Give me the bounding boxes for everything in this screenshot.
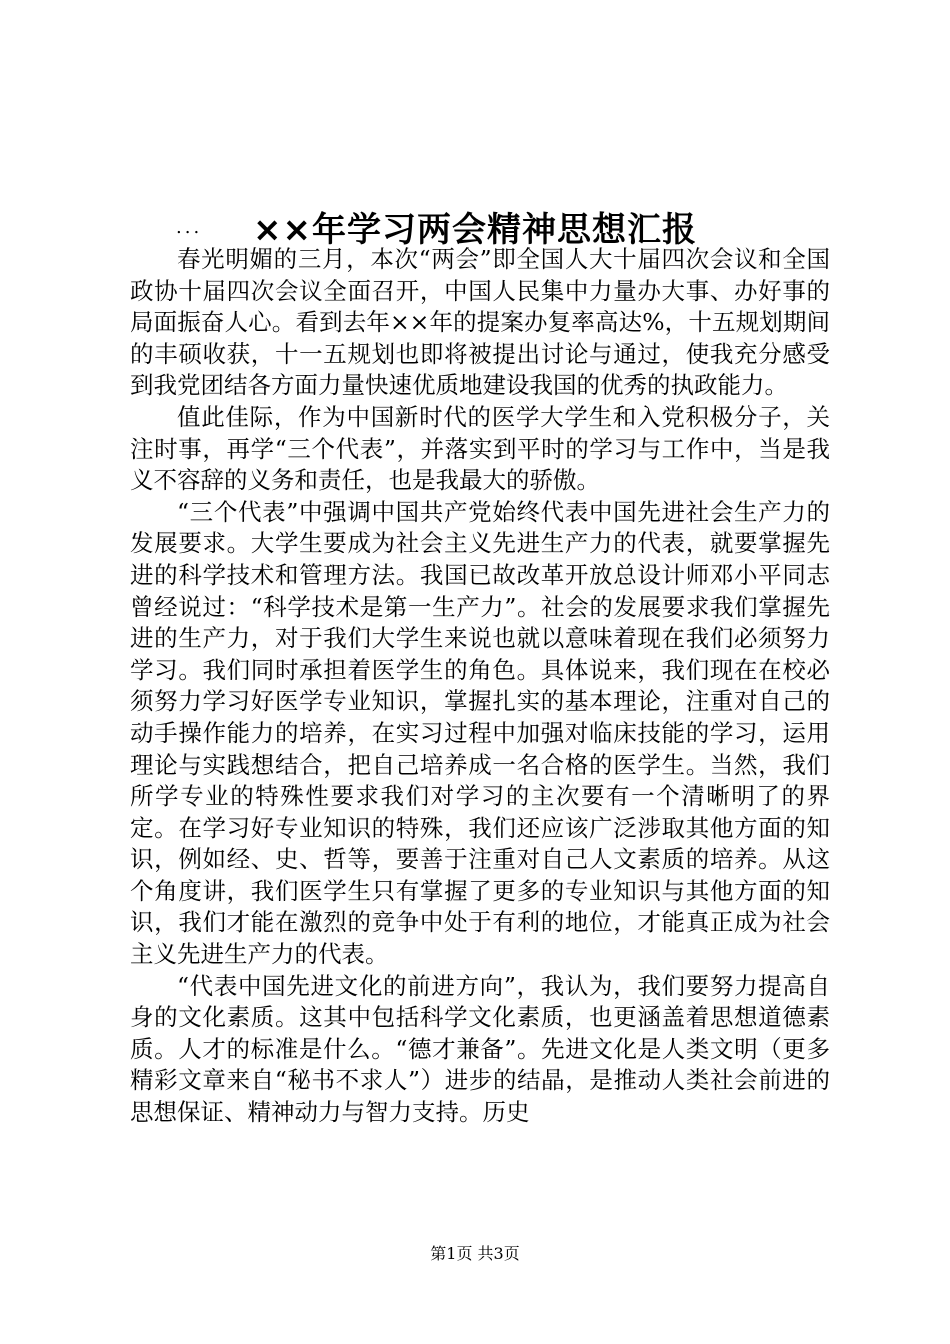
page-footer: 第1页 共3页 <box>430 1244 520 1263</box>
document-body <box>130 244 830 1129</box>
document-title: ××年学习两会精神思想汇报 <box>253 209 697 250</box>
paragraph-4: “代表中国先进文化的前进方向”，我认为，我们要努力提高自身的文化素质。这其中包括科学文化素质，也更涵盖着思想道德素质。人才的标准是什么。“德才兼备”。先进文化是人类文明（更多精彩文章来自“秘书不求人”）进步的结晶，是推动人类社会前进的思想保证、精神动力与智力支持。历史 <box>130 971 830 1127</box>
paragraph-3: “三个代表”中强调中国共产党始终代表中国先进社会生产力的发展要求。大学生要成为社会主义先进生产力的代表，就要掌握先进的科学技术和管理方法。我国已故改革开放总设计师邓小平同志曾经说过：“科学技术是第一生产力”。社会的发展要求我们掌握先进的生产力，对于我们大学生来说也就以意味着现在我们必须努力学习。我们同时承担着医学生的角色。具体说来，我们现在在校必须努力学习好医学专业知识，掌握扎实的基本理论，注重对自己的动手操作能力的培养，在实习过程中加强对临床技能的学习，运用理论与实践想结合，把自己培养成一名合格的医学生。当然，我们所学专业的特殊性要求我们对学习的主次要有一个清晰明了的界定。在学习好专业知识的特殊，我们还应该广泛涉取其他方面的知识，例如经、史、哲等，要善于注重对自己人文素质的培养。从这个角度讲，我们医学生只有掌握了更多的专业知识与其他方面的知识，我们才能在激烈的竞争中处于有利的地位，才能真正成为社会主义先进生产力的代表。 <box>130 497 830 969</box>
ellipsis-marker: ... <box>176 217 203 238</box>
paragraph-2: 值此佳际，作为中国新时代的医学大学生和入党积极分子，关注时事，再学“三个代表”，并落实到平时的学习与工作中，当是我义不容辞的义务和责任，也是我最大的骄傲。 <box>130 402 830 495</box>
paragraph-1: 春光明媚的三月，本次“两会”即全国人大十届四次会议和全国政协十届四次会议全面召开，中国人民集中力量办大事、办好事的局面振奋人心。看到去年××年的提案办复率高达%，十五规划期间的丰硕收获，十一五规划也即将被提出讨论与通过，使我充分感受到我党团结各方面力量快速优质地建设我国的优秀的执政能力。 <box>130 245 830 400</box>
